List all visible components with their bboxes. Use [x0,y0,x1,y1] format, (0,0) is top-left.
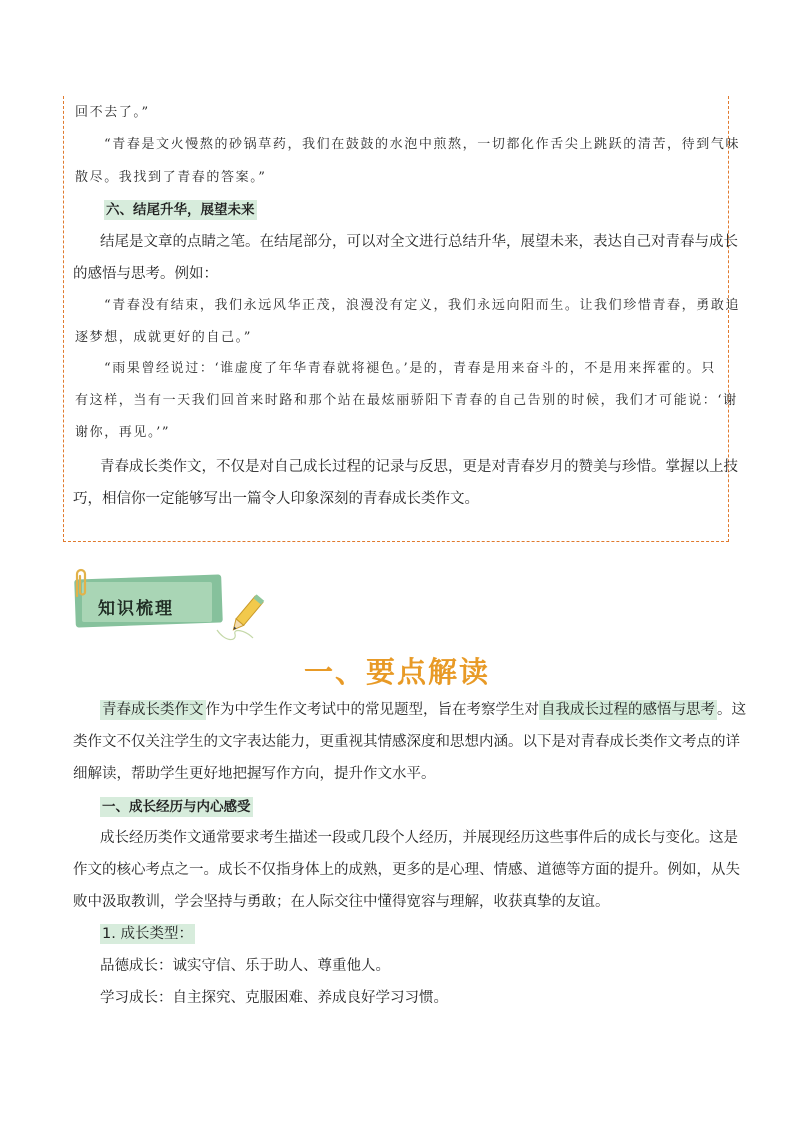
box-line-2: “青春是文火慢熬的砂锅草药，我们在鼓鼓的水泡中煎熬，一切都化作舌尖上跳跃的清苦，待到气味 [104,137,741,152]
intro-highlight-2: 自我成长过程的感悟与思考 [541,702,715,718]
heading-6-wrap [104,198,257,218]
list-label-wrap [100,922,195,943]
list-label: 1. 成长类型： [102,926,193,942]
quote2-c: 谢你，再见。’” [75,425,171,440]
p1-line-c: 败中汲取教训，学会坚持与勇敢；在人际交往中懂得宽容与理解，收获真挚的友谊。 [73,894,610,910]
quote1-a: “青春没有结束，我们永远风华正茂，浪漫没有定义，我们永远向阳而生。让我们珍惜青春，勇敢追 [104,298,741,313]
box-para1-b: 的感悟与思考。例如： [73,266,218,282]
intro-line-1 [100,698,746,719]
p1-line-b: 作文的核心考点之一。成长不仅指身体上的成熟，更多的是心理、情感、道德等方面的提升。例如，从失 [73,862,740,878]
quote1-b: 逐梦想，成就更好的自己。” [75,330,252,345]
paperclip-icon [70,566,92,600]
subheading-1: 一、成长经历与内心感受 [102,799,251,815]
intro-mid: 作为中学生作文考试中的常见题型，旨在考察学生对 [205,702,539,718]
banner-swirl [215,626,255,646]
box-line-3: 散尽。我找到了青春的答案。” [75,170,267,185]
box-para2-b: 巧，相信你一定能够写出一篇令人印象深刻的青春成长类作文。 [73,491,479,507]
intro-line-2: 类作文不仅关注学生的文字表达能力，更重视其情感深度和思想内涵。以下是对青春成长类作文考点的详 [73,734,740,750]
list-item-1: 品德成长：诚实守信、乐于助人、尊重他人。 [100,958,390,974]
box-para2-a: 青春成长类作文，不仅是对自己成长过程的记录与反思，更是对青春岁月的赞美与珍惜。掌握以上技 [100,459,738,475]
banner-label: 知识梳理 [98,599,174,619]
heading-6: 六、结尾升华，展望未来 [106,202,255,218]
list-item-2: 学习成长：自主探究、克服困难、养成良好学习习惯。 [100,990,448,1006]
quote2-a: “雨果曾经说过：‘谁虚度了年华青春就将褪色。’是的，青春是用来奋斗的，不是用来挥霍的。只 [104,361,716,376]
box-para1-a: 结尾是文章的点睛之笔。在结尾部分，可以对全文进行总结升华，展望未来，表达自己对青春与成长 [100,234,738,250]
subheading-1-wrap [100,795,253,815]
intro-highlight-1: 青春成长类作文 [102,702,204,718]
p1-line-a: 成长经历类作文通常要求考生描述一段或几段个人经历，并展现经历这些事件后的成长与变化。这是 [100,830,738,846]
intro-end: 。这 [717,702,746,718]
intro-line-3: 细解读，帮助学生更好地把握写作方向，提升作文水平。 [73,766,436,782]
quote2-b: 有这样，当有一天我们回首来时路和那个站在最炫丽骄阳下青春的自己告别的时候，我们才可能说：‘谢 [75,393,738,408]
section-title: 一、要点解读 [303,655,490,689]
box-line-1: 回不去了。” [75,105,150,120]
